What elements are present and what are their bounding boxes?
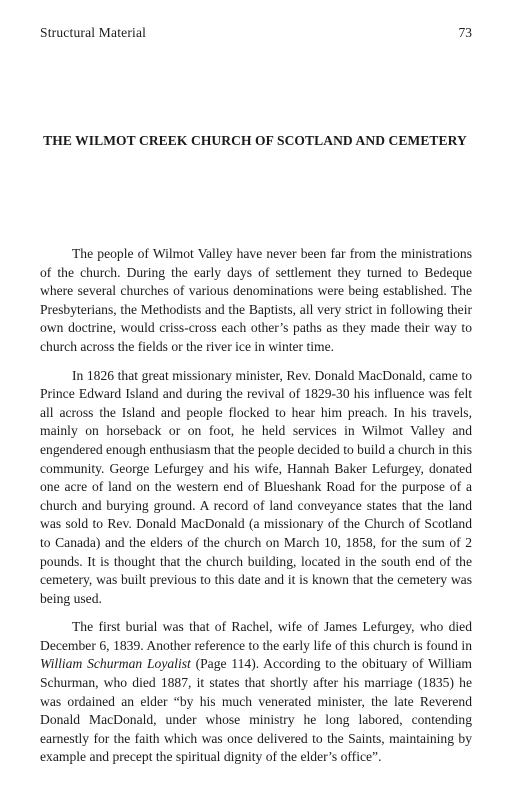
body-text <box>40 245 472 777</box>
page-number: 73 <box>458 25 472 40</box>
running-head-title: Structural Material <box>40 25 147 40</box>
paragraph-1: The people of Wilmot Valley have never been far from the ministrations of the church. During the early days of settlement they turned to Bedeque where several churches of various denominations were being established. The Presbyterians, the Methodists and the Baptists, all very strict in following their own doctrine, would criss-cross each other’s paths as they made their way to church across the fields or the river ice in winter time. <box>40 246 472 354</box>
book-title-reference: William Schurman Loyalist <box>40 656 191 672</box>
paragraph-2: In 1826 that great missionary minister, Rev. Donald MacDonald, came to Prince Edward Island and during the revival of 1829-30 his influence was felt all across the Island and people flocked to hear him preach. In his travels, mainly on horseback or on foot, he held services in Wilmot Valley and engendered enough enthusiasm that the people decided to build a church in this community. George Lefurgey and his wife, Hannah Baker Lefurgey, donated one acre of land on the western end of Blueshank Road for the purpose of a church and burying ground. A record of land conveyance states that the land was sold to Rev. Donald MacDonald (a missionary of the Church of Scotland to Canada) and the elders of the church on March 10, 1858, for the sum of 2 pounds. It is thought that the church building, located in the south end of the cemetery, was built previous to this date and it is known that the cemetery was being used. <box>40 367 472 606</box>
paragraph-3-after: (Page 114). According to the obituary of William Schurman, who died 1887, it states that shortly after his marriage (1835) he was ordained an elder “by his much venerated minister, the late Reverend Donald MacDonald, under whose ministry he long labored, contending earnestly for the faith which was once delivered to the Saints, maintaining by example and precept the spiritual dignity of the elder’s office”. <box>40 656 472 765</box>
chapter-title: THE WILMOT CREEK CHURCH OF SCOTLAND AND CEMETERY <box>43 133 467 148</box>
paragraph-3-before: The first burial was that of Rachel, wife of James Lefurgey, who died December 6, 1839. Another reference to the early life of this church is found in <box>40 619 472 653</box>
running-head <box>40 24 472 42</box>
paragraph-3 <box>40 618 472 767</box>
